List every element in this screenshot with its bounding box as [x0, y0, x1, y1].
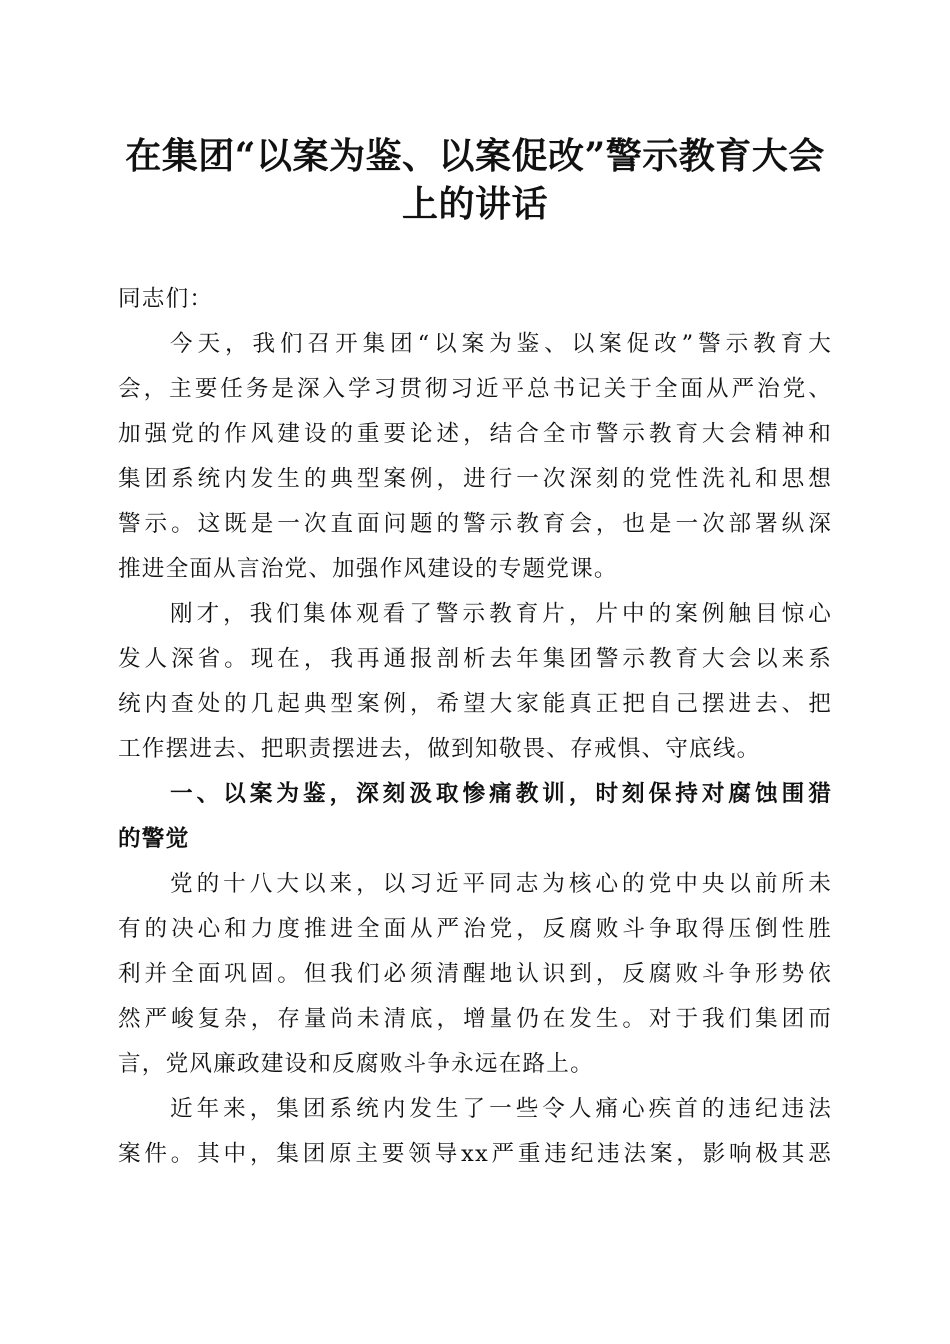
salutation: 同志们：: [118, 286, 214, 312]
document-title: [100, 132, 850, 228]
paragraph-4: [118, 1091, 832, 1181]
paragraph-3-line: 然严峻复杂，存量尚未清底，增量仍在发生。对于我们集团而: [118, 1006, 832, 1032]
paragraph-3: [118, 866, 832, 1091]
section-heading-line: 的警觉: [118, 826, 190, 852]
paragraph-2-line: 统内查处的几起典型案例，希望大家能真正把自己摆进去、把: [118, 691, 832, 717]
paragraph-3-line: 党的十八大以来，以习近平同志为核心的党中央以前所未: [170, 871, 832, 897]
paragraph-1-line: 加强党的作风建设的重要论述，结合全市警示教育大会精神和: [118, 421, 832, 447]
paragraph-1-line: 集团系统内发生的典型案例，进行一次深刻的党性洗礼和思想: [118, 466, 832, 492]
paragraph-2-line: 刚才，我们集体观看了警示教育片，片中的案例触目惊心: [170, 601, 832, 627]
paragraph-4-line: 近年来，集团系统内发生了一些令人痛心疾首的违纪违法: [170, 1096, 832, 1122]
title-line-1: 在集团“以案为鉴、以案促改”警示教育大会: [125, 135, 825, 177]
section-heading-line: 一、以案为鉴，深刻汲取惨痛教训，时刻保持对腐蚀围猎: [170, 781, 832, 807]
section-heading-1: [118, 776, 832, 866]
document-body: [118, 281, 832, 1181]
paragraph-3-line: 有的决心和力度推进全面从严治党，反腐败斗争取得压倒性胜: [118, 916, 832, 942]
title-line-2: 上的讲话: [401, 183, 548, 225]
paragraph-1: [118, 326, 832, 596]
paragraph-4-line: 案件。其中，集团原主要领导xx严重违纪违法案，影响极其恶: [118, 1141, 832, 1167]
paragraph-1-line: 推进全面从言治党、加强作风建设的专题党课。: [118, 556, 618, 582]
paragraph-2: [118, 596, 832, 776]
paragraph-2-line: 发人深省。现在，我再通报剖析去年集团警示教育大会以来系: [118, 646, 832, 672]
paragraph-1-line: 今天，我们召开集团“以案为鉴、以案促改”警示教育大: [170, 331, 832, 357]
paragraph-2-line: 工作摆进去、把职责摆进去，做到知敬畏、存戒惧、守底线。: [118, 736, 761, 762]
paragraph-3-line: 利并全面巩固。但我们必须清醒地认识到，反腐败斗争形势依: [118, 961, 832, 987]
paragraph-1-line: 会，主要任务是深入学习贯彻习近平总书记关于全面从严治党、: [118, 376, 832, 402]
paragraph-3-line: 言，党风廉政建设和反腐败斗争永远在路上。: [118, 1051, 594, 1077]
paragraph-1-line: 警示。这既是一次直面问题的警示教育会，也是一次部署纵深: [118, 511, 832, 537]
